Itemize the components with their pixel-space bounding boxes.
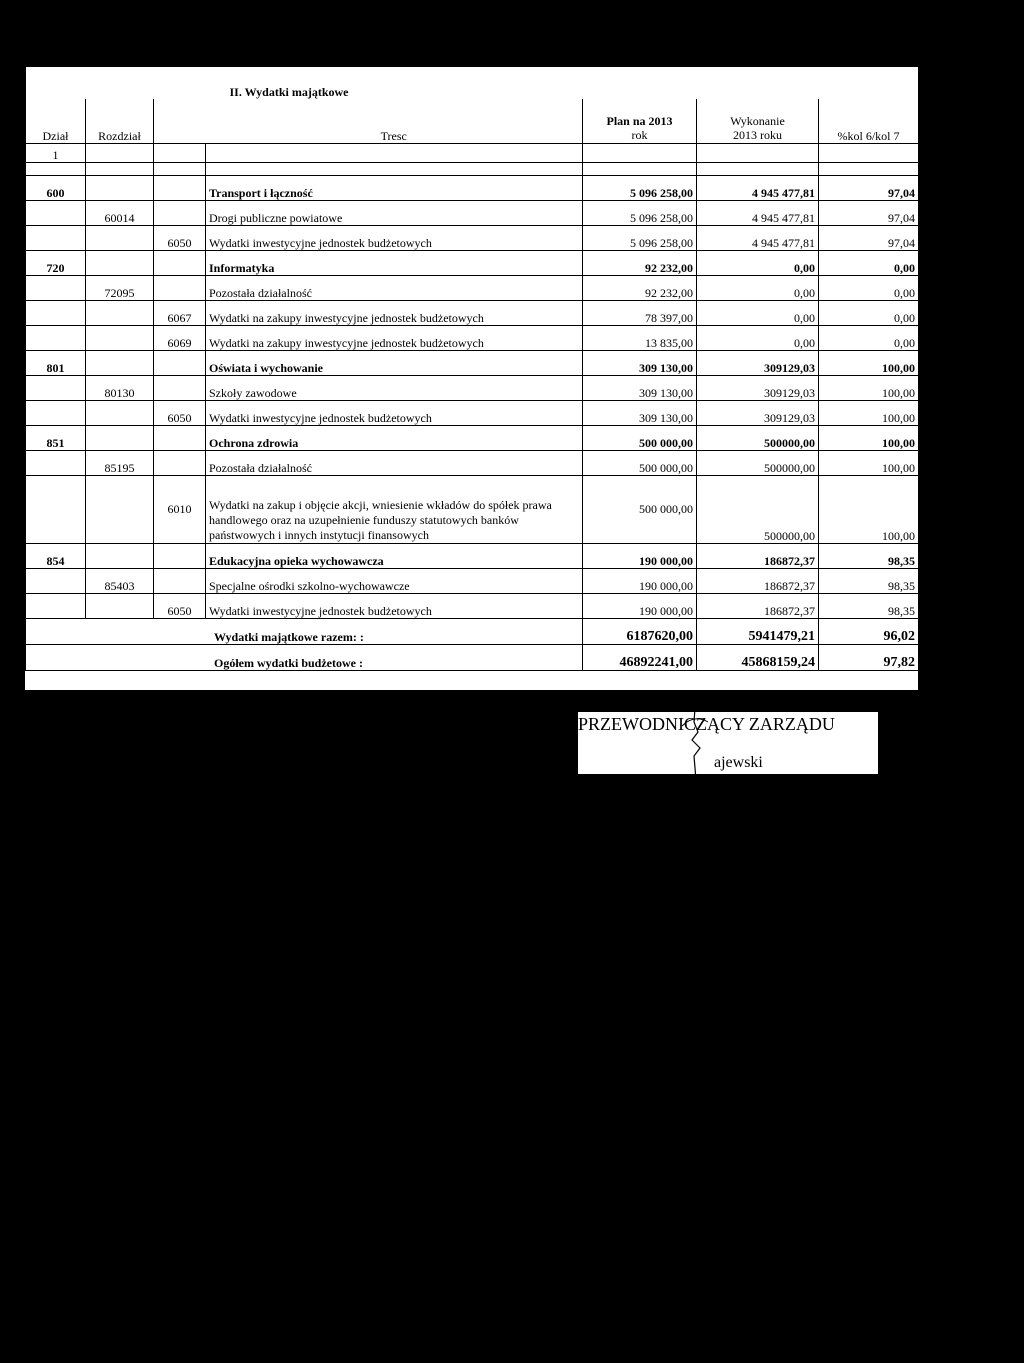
dzial-cell xyxy=(26,201,86,226)
tresc-cell: Ochrona zdrowia xyxy=(206,426,583,451)
tresc-cell: Edukacyjna opieka wychowawcza xyxy=(206,544,583,569)
table-row xyxy=(26,326,919,351)
paragraf-cell xyxy=(154,201,206,226)
plan-cell: 309 130,00 xyxy=(583,401,697,426)
table-row xyxy=(26,301,919,326)
dzial-cell xyxy=(26,276,86,301)
table-row xyxy=(26,376,919,401)
rozdzial-cell: 72095 xyxy=(86,276,154,301)
percent-cell: 0,00 xyxy=(819,276,919,301)
percent-cell: 97,04 xyxy=(819,176,919,201)
header-plan: Plan na 2013 rok xyxy=(583,99,697,144)
table-row xyxy=(26,251,919,276)
wykonanie-cell: 186872,37 xyxy=(697,594,819,619)
plan-cell: 92 232,00 xyxy=(583,276,697,301)
wykonanie-cell: 4 945 477,81 xyxy=(697,176,819,201)
tresc-cell: Wydatki na zakup i objęcie akcji, wniesienie wkładów do spółek prawa handlowego oraz na uzupełnienie funduszy statutowych banków państwowych i innych instytucji finansowych xyxy=(206,476,583,544)
percent-cell: 100,00 xyxy=(819,451,919,476)
tresc-cell: Specjalne ośrodki szkolno-wychowawcze xyxy=(206,569,583,594)
plan-cell: 92 232,00 xyxy=(583,251,697,276)
plan-cell: 309 130,00 xyxy=(583,376,697,401)
rozdzial-cell: 85403 xyxy=(86,569,154,594)
plan-cell: 190 000,00 xyxy=(583,569,697,594)
header-dzial: Dział xyxy=(26,99,86,144)
totals-label: Ogółem wydatki budżetowe : xyxy=(26,645,583,671)
paragraf-cell xyxy=(154,376,206,401)
wykonanie-cell: 309129,03 xyxy=(697,351,819,376)
header-wykonanie: Wykonanie 2013 roku xyxy=(697,99,819,144)
signature-role: PRZEWODNICZĄCY ZARZĄDU xyxy=(578,714,835,734)
rozdzial-cell: 85195 xyxy=(86,451,154,476)
totals-plan-cell: 6187620,00 xyxy=(583,619,697,645)
wykonanie-cell: 500000,00 xyxy=(697,476,819,544)
paragraf-cell: 6010 xyxy=(154,476,206,544)
percent-cell: 97,04 xyxy=(819,226,919,251)
paragraf-cell xyxy=(154,351,206,376)
signature-name: ajewski xyxy=(714,754,763,771)
dzial-cell xyxy=(26,301,86,326)
paragraf-cell xyxy=(154,451,206,476)
dzial-cell: 600 xyxy=(26,176,86,201)
percent-cell: 98,35 xyxy=(819,569,919,594)
wykonanie-cell: 500000,00 xyxy=(697,451,819,476)
signature-block xyxy=(578,712,878,774)
paragraf-cell xyxy=(154,251,206,276)
totals-wykonanie-cell: 5941479,21 xyxy=(697,619,819,645)
table-row xyxy=(26,201,919,226)
plan-cell: 5 096 258,00 xyxy=(583,201,697,226)
percent-cell: 100,00 xyxy=(819,376,919,401)
percent-cell: 100,00 xyxy=(819,401,919,426)
table-row xyxy=(26,426,919,451)
rozdzial-cell xyxy=(86,351,154,376)
wykonanie-cell: 186872,37 xyxy=(697,569,819,594)
header-tresc: Tresc xyxy=(206,99,583,144)
percent-cell: 97,04 xyxy=(819,201,919,226)
percent-cell: 100,00 xyxy=(819,426,919,451)
wykonanie-cell: 0,00 xyxy=(697,276,819,301)
wykonanie-cell: 186872,37 xyxy=(697,544,819,569)
table-row xyxy=(26,276,919,301)
tresc-cell: Pozostała działalność xyxy=(206,451,583,476)
header-percent: %kol 6/kol 7 xyxy=(819,99,919,144)
rozdzial-cell xyxy=(86,301,154,326)
rozdzial-cell xyxy=(86,226,154,251)
expenditure-table xyxy=(25,66,919,671)
wykonanie-cell: 0,00 xyxy=(697,301,819,326)
table-row xyxy=(26,544,919,569)
totals-plan-cell: 46892241,00 xyxy=(583,645,697,671)
tresc-cell: Wydatki na zakupy inwestycyjne jednostek budżetowych xyxy=(206,301,583,326)
plan-cell: 309 130,00 xyxy=(583,351,697,376)
table-row xyxy=(26,451,919,476)
plan-cell: 13 835,00 xyxy=(583,326,697,351)
rozdzial-cell xyxy=(86,401,154,426)
wykonanie-cell: 0,00 xyxy=(697,326,819,351)
index-row xyxy=(26,144,919,163)
signature-scribble-icon xyxy=(674,692,714,782)
rozdzial-cell xyxy=(86,544,154,569)
wykonanie-cell: 309129,03 xyxy=(697,376,819,401)
dzial-cell xyxy=(26,401,86,426)
plan-cell: 5 096 258,00 xyxy=(583,226,697,251)
tresc-cell: Drogi publiczne powiatowe xyxy=(206,201,583,226)
title-row xyxy=(26,67,919,100)
header-row xyxy=(26,99,919,144)
plan-cell: 500 000,00 xyxy=(583,476,697,544)
percent-cell: 0,00 xyxy=(819,301,919,326)
wykonanie-cell: 500000,00 xyxy=(697,426,819,451)
plan-cell: 190 000,00 xyxy=(583,594,697,619)
totals-procent-cell: 97,82 xyxy=(819,645,919,671)
rozdzial-cell xyxy=(86,476,154,544)
spacer-row xyxy=(26,163,919,176)
plan-cell: 500 000,00 xyxy=(583,426,697,451)
table-row xyxy=(26,176,919,201)
dzial-cell xyxy=(26,376,86,401)
dzial-cell xyxy=(26,569,86,594)
rozdzial-cell xyxy=(86,326,154,351)
header-rozdzial: Rozdział xyxy=(86,99,154,144)
paragraf-cell xyxy=(154,426,206,451)
rozdzial-cell: 60014 xyxy=(86,201,154,226)
tresc-cell: Wydatki inwestycyjne jednostek budżetowych xyxy=(206,226,583,251)
rozdzial-cell xyxy=(86,176,154,201)
paragraf-cell: 6050 xyxy=(154,594,206,619)
paragraf-cell: 6050 xyxy=(154,226,206,251)
index-cell: 1 xyxy=(26,144,86,163)
tresc-cell: Transport i łączność xyxy=(206,176,583,201)
percent-cell: 100,00 xyxy=(819,351,919,376)
tresc-cell: Informatyka xyxy=(206,251,583,276)
rozdzial-cell xyxy=(86,251,154,276)
plan-cell: 500 000,00 xyxy=(583,451,697,476)
totals-label: Wydatki majątkowe razem: : xyxy=(26,619,583,645)
dzial-cell: 720 xyxy=(26,251,86,276)
tresc-cell: Pozostała działalność xyxy=(206,276,583,301)
wykonanie-cell: 4 945 477,81 xyxy=(697,226,819,251)
percent-cell: 100,00 xyxy=(819,476,919,544)
table-row xyxy=(26,594,919,619)
paragraf-cell: 6067 xyxy=(154,301,206,326)
percent-cell: 98,35 xyxy=(819,544,919,569)
table-row xyxy=(26,476,919,544)
percent-cell: 98,35 xyxy=(819,594,919,619)
totals-row xyxy=(26,645,919,671)
tresc-cell: Wydatki inwestycyjne jednostek budżetowych xyxy=(206,594,583,619)
dzial-cell xyxy=(26,326,86,351)
table-row xyxy=(26,351,919,376)
totals-row xyxy=(26,619,919,645)
wykonanie-cell: 0,00 xyxy=(697,251,819,276)
dzial-cell: 801 xyxy=(26,351,86,376)
totals-procent-cell: 96,02 xyxy=(819,619,919,645)
paragraf-cell: 6069 xyxy=(154,326,206,351)
dzial-cell xyxy=(26,476,86,544)
dzial-cell: 851 xyxy=(26,426,86,451)
paragraf-cell xyxy=(154,569,206,594)
paragraf-cell xyxy=(154,276,206,301)
rozdzial-cell: 80130 xyxy=(86,376,154,401)
tresc-cell: Oświata i wychowanie xyxy=(206,351,583,376)
table-row xyxy=(26,569,919,594)
plan-cell: 78 397,00 xyxy=(583,301,697,326)
plan-cell: 190 000,00 xyxy=(583,544,697,569)
plan-cell: 5 096 258,00 xyxy=(583,176,697,201)
table-row xyxy=(26,226,919,251)
paragraf-cell xyxy=(154,544,206,569)
paragraf-cell: 6050 xyxy=(154,401,206,426)
paragraf-cell xyxy=(154,176,206,201)
tresc-cell: Wydatki na zakupy inwestycyjne jednostek budżetowych xyxy=(206,326,583,351)
wykonanie-cell: 309129,03 xyxy=(697,401,819,426)
tresc-cell: Wydatki inwestycyjne jednostek budżetowych xyxy=(206,401,583,426)
table-row xyxy=(26,401,919,426)
dzial-cell xyxy=(26,594,86,619)
table-title: II. Wydatki majątkowe xyxy=(229,84,349,99)
totals-wykonanie-cell: 45868159,24 xyxy=(697,645,819,671)
wykonanie-cell: 4 945 477,81 xyxy=(697,201,819,226)
rozdzial-cell xyxy=(86,426,154,451)
rozdzial-cell xyxy=(86,594,154,619)
percent-cell: 0,00 xyxy=(819,326,919,351)
dzial-cell xyxy=(26,226,86,251)
tresc-cell: Szkoły zawodowe xyxy=(206,376,583,401)
percent-cell: 0,00 xyxy=(819,251,919,276)
dzial-cell xyxy=(26,451,86,476)
dzial-cell: 854 xyxy=(26,544,86,569)
